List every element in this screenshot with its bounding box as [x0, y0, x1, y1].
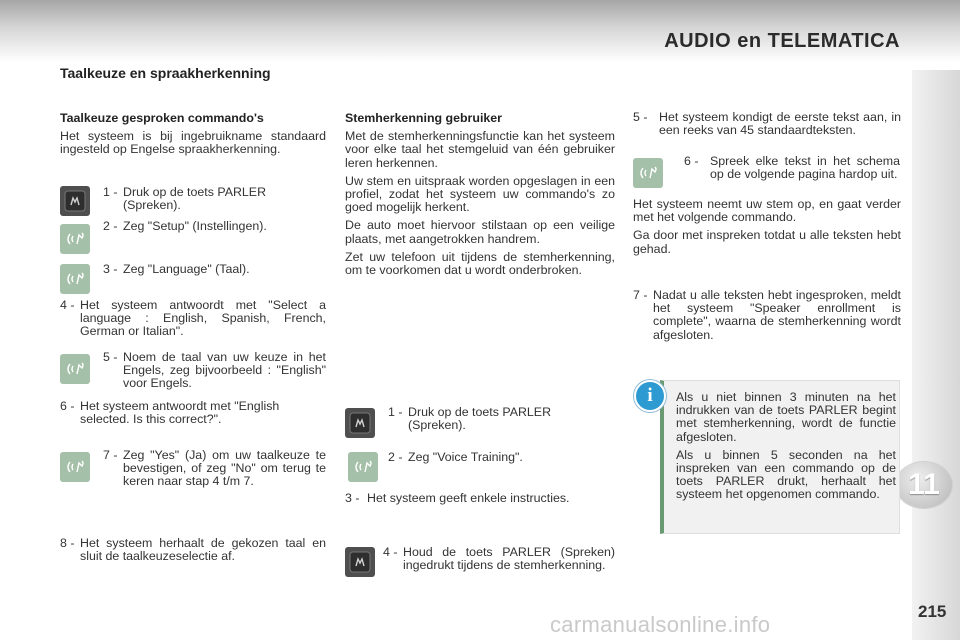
step-text: Noem de taal van uw keuze in het Engels, zeg bijvoorbeeld : "English" voor Engels.	[123, 350, 326, 391]
chapter-title: AUDIO en TELEMATICA	[664, 30, 900, 52]
step-text: Druk op de toets PARLER (Spreken).	[408, 405, 552, 433]
step-text: Zeg "Voice Training".	[408, 450, 523, 464]
column-1-intro	[60, 112, 326, 162]
page-sidebar	[912, 70, 960, 640]
voice-command-icon	[60, 224, 90, 254]
step-text: Het systeem kondigt de eerste tekst aan, in een reeks van 45 standaardteksten.	[659, 110, 901, 138]
training-step	[633, 289, 901, 342]
info-box	[660, 380, 900, 534]
section-title: Taalkeuze en spraakherkenning	[60, 65, 271, 81]
step-number: 3 -	[345, 491, 360, 505]
step-text: Zeg "Language" (Taal).	[123, 262, 250, 276]
chapter-badge	[896, 462, 952, 508]
info-paragraph: Als u binnen 5 seconden na het inspreken van een commando op de toets PARLER drukt, herhaalt het systeem het opgenomen commando.	[676, 447, 896, 502]
language-step	[103, 220, 323, 233]
paragraph: Uw stem en uitspraak worden opgeslagen in een profiel, zodat het systeem uw commando's zo goed mogelijk herkent.	[345, 173, 615, 215]
step-text: Het systeem geeft enkele instructies.	[367, 491, 570, 505]
step-text: Zeg "Setup" (Instellingen).	[123, 219, 267, 233]
language-step	[103, 263, 323, 276]
step-number: 6 -	[684, 154, 699, 168]
paragraph: Ga door met inspreken totdat u alle teksten hebt gehad.	[633, 228, 901, 256]
paragraph: Het systeem neemt uw stem op, en gaat verder met het volgende commando.	[633, 197, 901, 225]
step-number: 7 -	[633, 288, 648, 302]
intro-paragraph: Het systeem is bij ingebruikname standaard ingesteld op Engelse spraakherkenning.	[60, 129, 326, 157]
step-text: Het systeem antwoordt met "Select a language : English, Spanish, French, German or Italian".	[80, 298, 326, 339]
voice-command-icon	[60, 264, 90, 294]
voice-command-icon	[60, 452, 90, 482]
step-number: 5 -	[633, 110, 648, 124]
step-text: Houd de toets PARLER (Spreken) ingedrukt tijdens de stemherkenning.	[403, 545, 615, 573]
step-number: 4 -	[383, 545, 398, 559]
language-step	[60, 537, 326, 563]
step-number: 3 -	[103, 262, 118, 276]
parler-button-icon	[345, 547, 375, 577]
watermark: carmanualsonline.info	[550, 612, 771, 637]
training-step	[383, 546, 615, 572]
section-heading: Taalkeuze gesproken commando's	[60, 111, 264, 125]
step-text: Zeg "Yes" (Ja) om uw taalkeuze te bevestigen, of zeg "No" om terug te keren naar stap 4 t/m 7.	[123, 448, 326, 489]
section-heading: Stemherkenning gebruiker	[345, 111, 502, 125]
parler-button-icon	[345, 408, 375, 438]
step-number: 1 -	[103, 185, 118, 199]
language-step	[60, 299, 326, 339]
info-text	[676, 391, 896, 507]
step-number: 5 -	[103, 350, 118, 364]
step-text: Druk op de toets PARLER (Spreken).	[123, 185, 267, 213]
paragraph: Met de stemherkenningsfunctie kan het systeem voor elke taal het stemgeluid van één gebruiker leren herkennen.	[345, 129, 615, 170]
step-text: Het systeem antwoordt met "English selected. Is this correct?".	[80, 399, 280, 427]
training-step	[388, 451, 608, 464]
training-step	[633, 111, 901, 137]
paragraph: De auto moet hiervoor stilstaan op een veilige plaats, met aangetrokken handrem.	[345, 218, 615, 246]
step-number: 2 -	[103, 219, 118, 233]
step-text: Het systeem herhaalt de gekozen taal en sluit de taalkeuzeselectie af.	[80, 536, 326, 564]
step-number: 2 -	[388, 450, 403, 464]
step-number: 6 -	[60, 399, 75, 413]
paragraph: Zet uw telefoon uit tijdens de stemherkenning, om te voorkomen dat u wordt onderbroken.	[345, 249, 615, 278]
language-step	[103, 449, 326, 489]
step-number: 7 -	[103, 448, 118, 462]
voice-command-icon	[60, 354, 90, 384]
step-number: 1 -	[388, 405, 403, 419]
chapter-number: 11	[908, 468, 940, 501]
column-3-text	[633, 198, 901, 261]
training-step	[684, 155, 900, 181]
step-number: 8 -	[60, 536, 75, 550]
step-text: Nadat u alle teksten hebt ingesproken, meldt het systeem "Speaker enrollment is complete", waarna de stemherkenning wordt afgesloten.	[653, 288, 901, 342]
info-icon: i	[634, 380, 666, 412]
language-step	[103, 186, 303, 212]
page-number: 215	[918, 602, 947, 621]
training-step	[345, 492, 620, 505]
language-step	[60, 400, 326, 426]
voice-command-icon	[633, 158, 663, 188]
step-text: Spreek elke tekst in het schema op de volgende pagina hardop uit.	[710, 154, 900, 182]
parler-button-icon	[60, 186, 90, 216]
voice-command-icon	[348, 452, 378, 482]
info-paragraph: Als u niet binnen 3 minuten na het indrukken van de toets PARLER begint met stemherkenning, wordt de functie afgesloten.	[676, 390, 896, 444]
training-step	[388, 406, 608, 432]
step-number: 4 -	[60, 298, 75, 312]
language-step	[103, 351, 326, 391]
column-2-text	[345, 112, 615, 282]
